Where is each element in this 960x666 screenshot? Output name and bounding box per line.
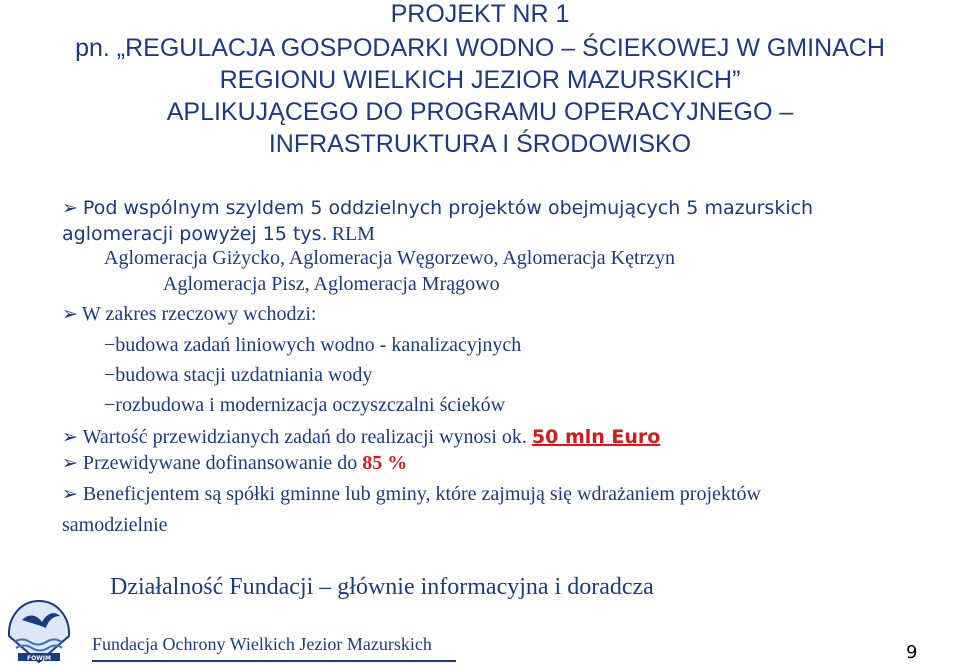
project-title-line-3: APLIKUJĄCEGO DO PROGRAMU OPERACYJNEGO – (166, 98, 794, 126)
bullet-arrow-icon: ➢ (62, 197, 78, 219)
dash-marker: − (104, 394, 116, 416)
bullet-arrow-icon: ➢ (62, 426, 78, 448)
scope-item-text: budowa stacji uzdatniania wody (115, 364, 373, 386)
scope-item-text: rozbudowa i modernizacja oczyszczalni ścieków (115, 394, 506, 416)
beneficiaries-text: Beneficjentem są spółki gminne lub gminy, które zajmują się wdrażaniem projektów (82, 483, 761, 505)
bullet-item-beneficiaries (62, 483, 761, 506)
scope-item (104, 364, 372, 387)
bullet-arrow-icon: ➢ (62, 303, 78, 325)
bullet-item-scope (62, 303, 316, 326)
dash-marker: − (104, 364, 116, 386)
project-title-line-4: INFRASTRUKTURA I ŚRODOWISKO (268, 130, 692, 158)
projects-text: Pod wspólnym szyldem 5 oddzielnych projektów obejmujących 5 mazurskich (82, 197, 814, 219)
scope-item (104, 394, 505, 417)
bullet-item-value (62, 426, 660, 449)
dash-marker: − (104, 334, 116, 356)
beneficiaries-continuation: samodzielnie (62, 514, 168, 536)
cofinancing-amount: 85 % (362, 452, 408, 474)
rlm-label: RLM (331, 223, 375, 245)
scope-item-text: budowa zadań liniowych wodno - kanalizacyjnych (115, 334, 522, 356)
scope-heading: W zakres rzeczowy wchodzi: (81, 303, 317, 325)
project-title-line-1: pn. „REGULACJA GOSPODARKI WODNO – ŚCIEKOWEJ W GMINACH (75, 34, 885, 62)
organization-name: Fundacja Ochrony Wielkich Jezior Mazurskich (92, 634, 432, 654)
foundation-logo-icon (4, 598, 74, 664)
scope-item (104, 334, 521, 357)
value-amount: 50 mln Euro (531, 426, 661, 448)
bullet-arrow-icon: ➢ (62, 452, 78, 474)
agglomerations-line-2: Aglomeracja Pisz, Aglomeracja Mrągowo (163, 273, 500, 295)
footer-divider (92, 660, 456, 662)
agglomerations-line-1: Aglomeracja Giżycko, Aglomeracja Węgorzewo, Aglomeracja Kętrzyn (104, 247, 676, 269)
cofinancing-text: Przewidywane dofinansowanie do (82, 452, 358, 474)
bullet-arrow-icon: ➢ (62, 483, 78, 505)
bullet-item-cofinancing (62, 452, 407, 475)
value-text: Wartość przewidzianych zadań do realizacji wynosi ok. (82, 426, 527, 448)
foundation-statement: Działalność Fundacji – głównie informacyjna i doradcza (110, 574, 654, 600)
project-number-title: PROJEKT NR 1 (390, 0, 570, 28)
bullet-item-projects (62, 197, 813, 220)
page-number: 9 (906, 642, 918, 663)
projects-continuation (62, 223, 375, 246)
logo-lettering: FOWJM (26, 655, 52, 662)
projects-text-cont: aglomeracji powyżej 15 tys. (62, 223, 328, 245)
project-title-line-2: REGIONU WIELKICH JEZIOR MAZURSKICH” (219, 66, 741, 94)
